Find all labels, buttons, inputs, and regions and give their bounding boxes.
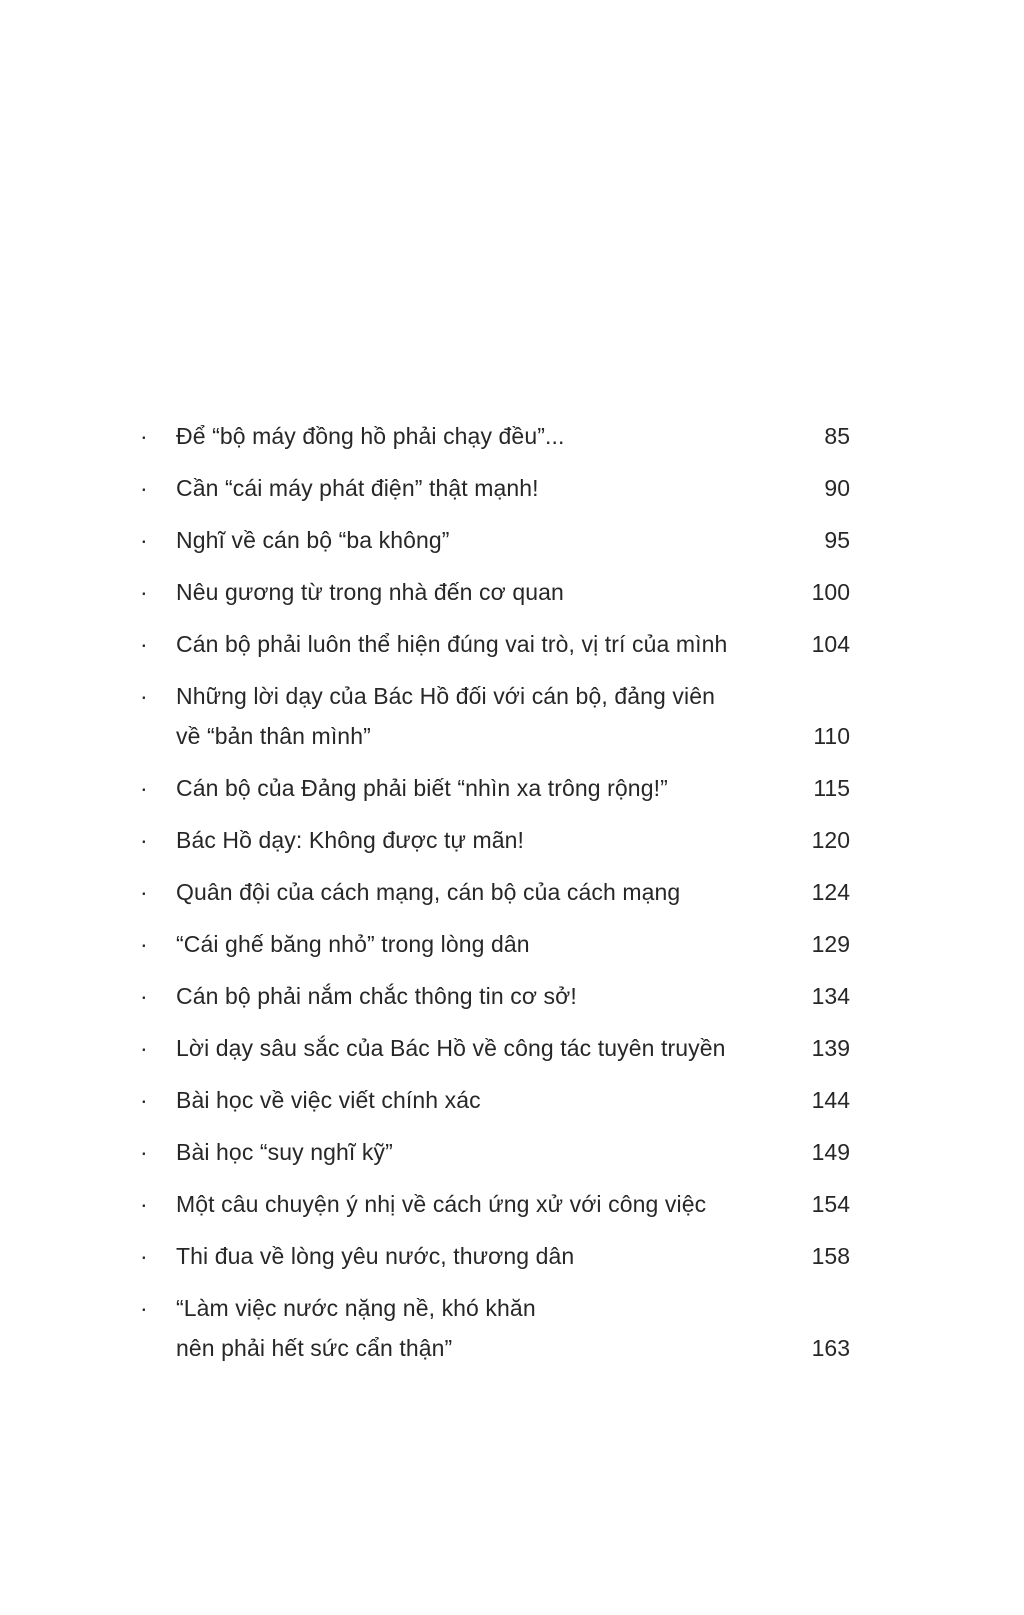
toc-entry (140, 520, 850, 560)
toc-entry (140, 768, 850, 808)
bullet-icon: · (140, 579, 148, 605)
bullet-icon: · (140, 931, 148, 957)
bullet-icon: · (140, 1139, 148, 1165)
toc-title-line: Bài học về việc viết chính xác (176, 1087, 481, 1113)
toc-entry (140, 1184, 850, 1224)
toc-title-line: về “bản thân mình” (176, 723, 371, 749)
toc-entry-title (176, 768, 776, 808)
toc-title-line: nên phải hết sức cẩn thận” (176, 1335, 453, 1361)
toc-entry (140, 924, 850, 964)
toc-entry-page-number: 158 (811, 1243, 850, 1269)
toc-entry (140, 624, 850, 664)
toc-entry (140, 1028, 850, 1068)
toc-title-line: Nghĩ về cán bộ “ba không” (176, 527, 450, 553)
bullet-icon: · (140, 775, 148, 801)
toc-entry-page-number: 144 (811, 1087, 850, 1113)
bullet-icon: · (140, 983, 148, 1009)
bullet-icon: · (140, 1191, 148, 1217)
toc-entry-page-number: 95 (824, 527, 850, 553)
toc-entry (140, 1080, 850, 1120)
bullet-icon: · (140, 631, 148, 657)
bullet-icon: · (140, 1243, 148, 1269)
bullet-icon: · (140, 1087, 148, 1113)
toc-entry-title (176, 572, 776, 612)
toc-entry (140, 1288, 850, 1368)
toc-entry-page-number: 85 (824, 423, 850, 449)
toc-title-line: “Làm việc nước nặng nề, khó khăn (176, 1295, 536, 1321)
bullet-icon: · (140, 527, 148, 553)
toc-entry (140, 676, 850, 756)
bullet-icon: · (140, 423, 148, 449)
bullet-icon: · (140, 683, 148, 709)
toc-entry-title (176, 468, 776, 508)
toc-entry (140, 1132, 850, 1172)
toc-entry-title (176, 924, 776, 964)
toc-entry (140, 572, 850, 612)
toc-title-line: Cán bộ phải nắm chắc thông tin cơ sở! (176, 983, 577, 1009)
toc-title-line: Bài học “suy nghĩ kỹ” (176, 1139, 393, 1165)
toc-title-line: Thi đua về lòng yêu nước, thương dân (176, 1243, 575, 1269)
bullet-icon: · (140, 879, 148, 905)
toc-entry-page-number: 163 (811, 1335, 850, 1361)
toc-entry-title (176, 520, 776, 560)
toc-entry-page-number: 154 (811, 1191, 850, 1217)
toc-entry-page-number: 115 (813, 775, 850, 801)
toc-entry-title (176, 1236, 776, 1276)
toc-entry (140, 976, 850, 1016)
toc-entry (140, 820, 850, 860)
toc-entry-title (176, 1184, 776, 1224)
toc-title-line: Quân đội của cách mạng, cán bộ của cách mạng (176, 879, 681, 905)
toc-entry-title (176, 820, 776, 860)
toc-entry-page-number: 124 (811, 879, 850, 905)
toc-entry-title (176, 1288, 776, 1368)
toc-title-line: Cán bộ phải luôn thể hiện đúng vai trò, vị trí của mình (176, 631, 728, 657)
toc-title-line: “Cái ghế băng nhỏ” trong lòng dân (176, 931, 530, 957)
toc-entry-page-number: 110 (813, 723, 850, 749)
toc-title-line: Cần “cái máy phát điện” thật mạnh! (176, 475, 539, 501)
toc-entry (140, 872, 850, 912)
toc-entry-title (176, 624, 776, 664)
toc-entry-page-number: 129 (811, 931, 850, 957)
toc-title-line: Cán bộ của Đảng phải biết “nhìn xa trông rộng!” (176, 775, 668, 801)
table-of-contents (140, 416, 850, 1380)
toc-entry-title (176, 1028, 776, 1068)
bullet-icon: · (140, 827, 148, 853)
toc-title-line: Một câu chuyện ý nhị về cách ứng xử với công việc (176, 1191, 707, 1217)
toc-title-line: Nêu gương từ trong nhà đến cơ quan (176, 579, 564, 605)
bullet-icon: · (140, 1295, 148, 1321)
bullet-icon: · (140, 1035, 148, 1061)
toc-entry-title (176, 872, 776, 912)
toc-entry-title (176, 1080, 776, 1120)
toc-title-line: Lời dạy sâu sắc của Bác Hồ về công tác tuyên truyền (176, 1035, 726, 1061)
toc-entry (140, 1236, 850, 1276)
toc-title-line: Bác Hồ dạy: Không được tự mãn! (176, 827, 525, 853)
toc-title-line: Những lời dạy của Bác Hồ đối với cán bộ, đảng viên (176, 683, 715, 709)
toc-entry-page-number: 100 (811, 579, 850, 605)
toc-title-line: Để “bộ máy đồng hồ phải chạy đều”... (176, 423, 565, 449)
toc-entry-page-number: 149 (811, 1139, 850, 1165)
toc-entry-page-number: 120 (811, 827, 850, 853)
toc-entry (140, 468, 850, 508)
toc-entry (140, 416, 850, 456)
toc-entry-page-number: 139 (811, 1035, 850, 1061)
bullet-icon: · (140, 475, 148, 501)
toc-entry-title (176, 676, 776, 756)
toc-entry-title (176, 976, 776, 1016)
toc-entry-page-number: 90 (824, 475, 850, 501)
toc-entry-title (176, 416, 776, 456)
toc-entry-page-number: 134 (811, 983, 850, 1009)
toc-entry-page-number: 104 (811, 631, 850, 657)
toc-entry-title (176, 1132, 776, 1172)
